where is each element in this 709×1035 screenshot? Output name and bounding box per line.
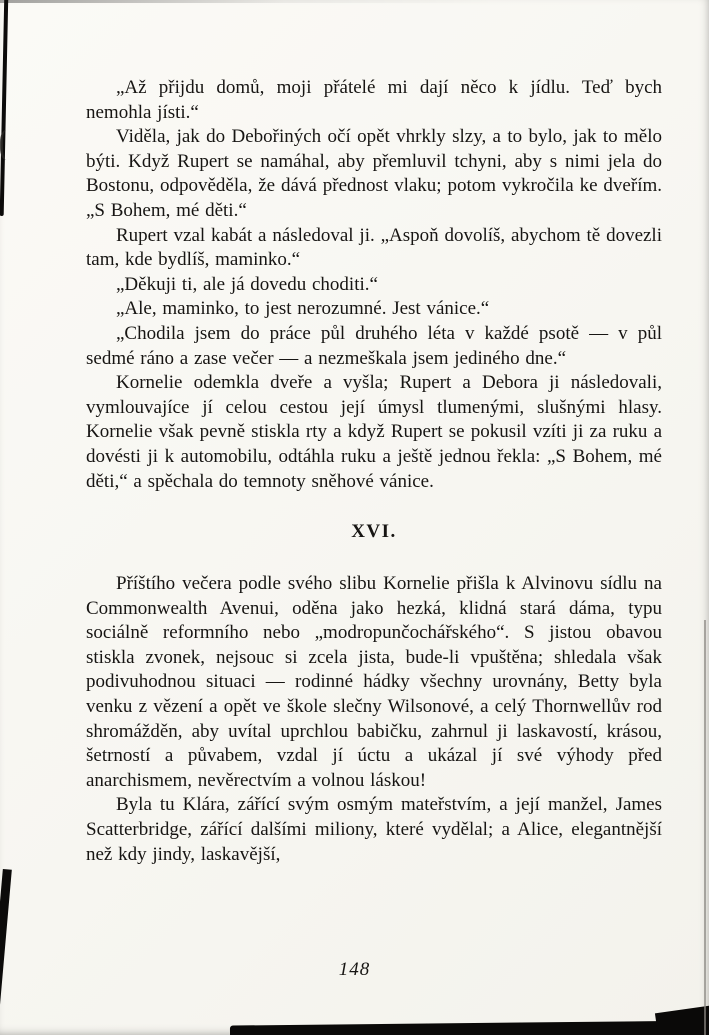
paragraph: Kornelie odemkla dveře a vyšla; Rupert a Debora ji následovali, vymlouvajíce jí celou cestou její úmysl tlumenými, slušnými hlasy. Kornelie však pevně stiskla rty a když Rupert se pokusil vzíti ji za ruku a dovésti ji k automobilu, odtáhla ruku a ještě jednou řekla: „S Bohem, mé děti,“ a spěchala do temnoty sněhové vánice. [86,372,662,492]
scan-artifact-bottom-corner [655,1005,709,1035]
paragraph: Viděla, jak do Debořiných očí opět vhrkly slzy, a to bylo, jak to mělo býti. Když Rupert se namáhal, aby přemluvil tchyni, aby s nimi jela do Bostonu, odpověděla, že dává přednost vlaku; potom vykročila ke dveřím. „S Bohem, mé děti.“ [86,126,662,221]
paragraph: „Až přijdu domů, moji přátelé mi dají něco k jídlu. Teď bych nemohla jísti.“ [86,77,662,123]
scan-artifact-bottom-left-line [0,869,12,1035]
scan-artifact-bottom-band [230,1020,709,1035]
scan-artifact-left-line [0,0,8,216]
paragraph: „Chodila jsem do práce půl druhého léta v každé psotě — v půl sedmé ráno a zase večer — a nezmeškala jsem jediného dne.“ [86,322,662,369]
scan-artifact-left-mark [0,130,12,160]
paragraph: Příštího večera podle svého slibu Kornelie přišla k Alvinovu sídlu na Commonwealth Avenui, oděna jako hezká, klidná stará dáma, typu sociálně reformního nebo „modropunčochářského“. S jistou obavou stiskla zvonek, nejsouc si zcela jista, bude-li vpuštěna; shledala však podivuhodnou situaci — rodinné hádky všechny urovnány, Betty byla venku z vězení a opět ve škole slečny Wilsonové, a celý Thornwellův rod shromážděn, aby uvítal uprchlou babičku, zahrnul ji laskavostí, krásou, šetrností a půvabem, vzdal jí úctu a ukázal jí své výhody před anarchismem, nevěrectvím a volnou láskou! [86,573,662,791]
paragraph: „Ale, maminko, to jest nerozumné. Jest vánice.“ [116,298,490,320]
paragraph: „Děkuji ti, ale já dovedu choditi.“ [116,273,378,295]
text-block [86,76,662,867]
chapter-heading: XVI. [351,521,397,543]
paragraph: Rupert vzal kabát a následoval ji. „Aspoň dovolíš, abychom tě dovezli tam, kde bydlíš, maminko.“ [86,224,662,271]
paragraph: Byla tu Klára, zářící svým osmým mateřstvím, a její manžel, James Scatterbridge, zářící dalšími miliony, které vydělal; a Alice, elegantnější než kdy jindy, laskavější, [86,794,662,865]
scan-artifact-top-edge [0,0,709,3]
page-number: 148 [338,959,371,980]
